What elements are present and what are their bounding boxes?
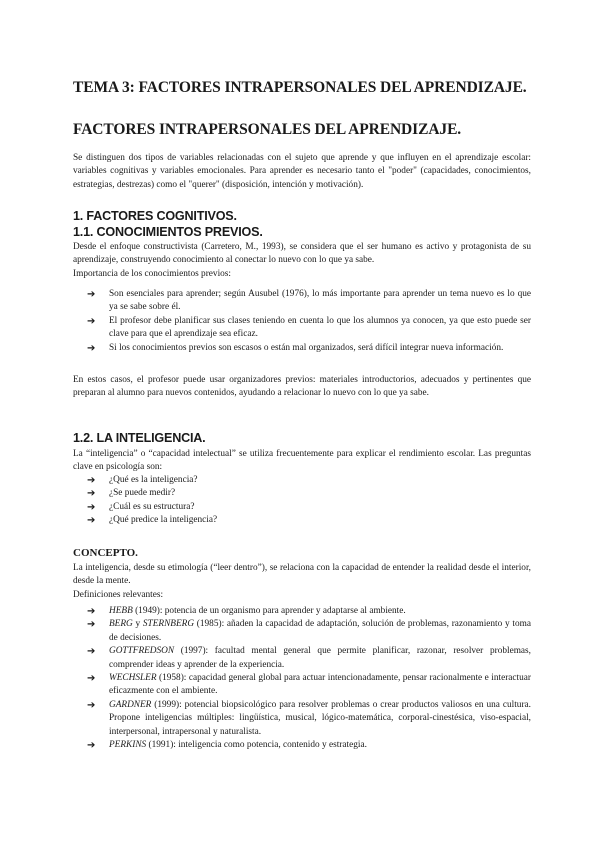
section-1-2-heading: 1.2. LA INTELIGENCIA. — [73, 431, 206, 445]
list-item: ➔ ¿Qué predice la inteligencia? — [87, 515, 218, 527]
arrow-icon: ➔ — [87, 289, 96, 300]
definitions-label: Definiciones relevantes: — [73, 590, 164, 600]
concepto-heading: CONCEPTO. — [73, 547, 138, 559]
list-item: ➔ Si los conocimientos previos son escasos o están mal organizados, será difícil integrar nueva información. — [87, 342, 504, 354]
concepto-paragraph: La inteligencia, desde su etimología (“leer dentro”), se relaciona con la capacidad de entender la realidad desde el interior, desde la mente. — [73, 563, 531, 587]
list-item: ➔ ¿Qué es la inteligencia? — [87, 475, 198, 486]
arrow-icon: ➔ — [87, 515, 96, 527]
arrow-icon: ➔ — [87, 475, 96, 486]
section-1-1-bullet-list — [73, 288, 531, 355]
arrow-icon: ➔ — [87, 315, 96, 327]
list-item: ➔ GARDNER (1999): potencial biopsicológico para resolver problemas o crear productos valiosos en una cultura. Propone inteligencias múltiples: lingüística, musical, lógico-matemática, corporal-cinestésica, viso-espacial, interpersonal, intrapersonal y naturalista. — [87, 699, 531, 737]
arrow-icon: ➔ — [87, 699, 96, 711]
list-item: ➔ Son esenciales para aprender; según Ausubel (1976), lo más importante para aprender un tema nuevo es lo que ya se sabe sobre él. — [87, 289, 531, 313]
list-item: ➔ El profesor debe planificar sus clases teniendo en cuenta lo que los alumnos ya conocen, ya que esto puede ser clave para que el aprendizaje sea eficaz. — [87, 315, 531, 340]
list-item: ➔ HEBB (1949): potencia de un organismo para aprender y adaptarse al ambiente. — [87, 606, 406, 617]
section-1-2-question-list — [73, 474, 531, 528]
definitions-list — [73, 605, 531, 752]
arrow-icon: ➔ — [87, 501, 96, 513]
list-item: ➔ BERG y STERNBERG (1985): añaden la capacidad de adaptación, solución de problemas, razonamiento y toma de decisiones. — [87, 619, 532, 643]
document-title: TEMA 3: FACTORES INTRAPERSONALES DEL APRENDIZAJE. — [73, 79, 527, 96]
arrow-icon: ➔ — [87, 673, 96, 685]
list-item: ➔ GOTTFREDSON (1997): facultad mental general que permite planificar, razonar, resolver problemas, comprender ideas y aprender de la experiencia. — [87, 646, 531, 670]
section-1-1-closing-paragraph: En estos casos, el profesor puede usar organizadores previos: materiales introductorios, adecuados y pertinentes que preparan al alumno para nuevos contenidos, ayudando a relacionar lo nuevo con lo que ya sabe. — [73, 375, 531, 399]
section-1-2-paragraph: La “inteligencia” o “capacidad intelectual” se utiliza frecuentemente para explicar el rendimiento escolar. Las preguntas clave en psicología son: — [73, 449, 531, 473]
arrow-icon: ➔ — [87, 646, 96, 658]
arrow-icon: ➔ — [87, 606, 96, 617]
arrow-icon: ➔ — [87, 488, 96, 500]
section-1-heading: 1. FACTORES COGNITIVOS. — [73, 209, 237, 223]
section-1-1-importance-label: Importancia de los conocimientos previos: — [73, 269, 232, 279]
document-subtitle: FACTORES INTRAPERSONALES DEL APRENDIZAJE. — [73, 121, 462, 138]
section-1-1-paragraph: Desde el enfoque constructivista (Carretero, M., 1993), se considera que el ser humano es activo y protagonista de su aprendizaje, construyendo conocimiento al conectar lo nuevo con lo que ya sabe. — [73, 242, 531, 266]
list-item: ➔ ¿Cuál es su estructura? — [87, 501, 195, 513]
arrow-icon: ➔ — [87, 619, 96, 631]
arrow-icon: ➔ — [87, 342, 96, 354]
list-item: ➔ PERKINS (1991): inteligencia como potencia, contenido y estrategia. — [87, 740, 367, 752]
list-item: ➔ WECHSLER (1958): capacidad general global para actuar intencionadamente, pensar racionalmente e interactuar eficazmente con el ambiente. — [87, 673, 531, 697]
list-item: ➔ ¿Se puede medir? — [87, 488, 176, 500]
section-1-1-heading: 1.1. CONOCIMIENTOS PREVIOS. — [73, 225, 263, 239]
arrow-icon: ➔ — [87, 740, 96, 752]
intro-paragraph: Se distinguen dos tipos de variables relacionadas con el sujeto que aprende y que influyen en el aprendizaje escolar: variables cognitivas y variables emocionales. Para aprender es necesario tanto el "poder" (capacidades, conocimientos, estrategias, destrezas) como el "querer" (disposición, intención y motivación). — [73, 153, 531, 190]
